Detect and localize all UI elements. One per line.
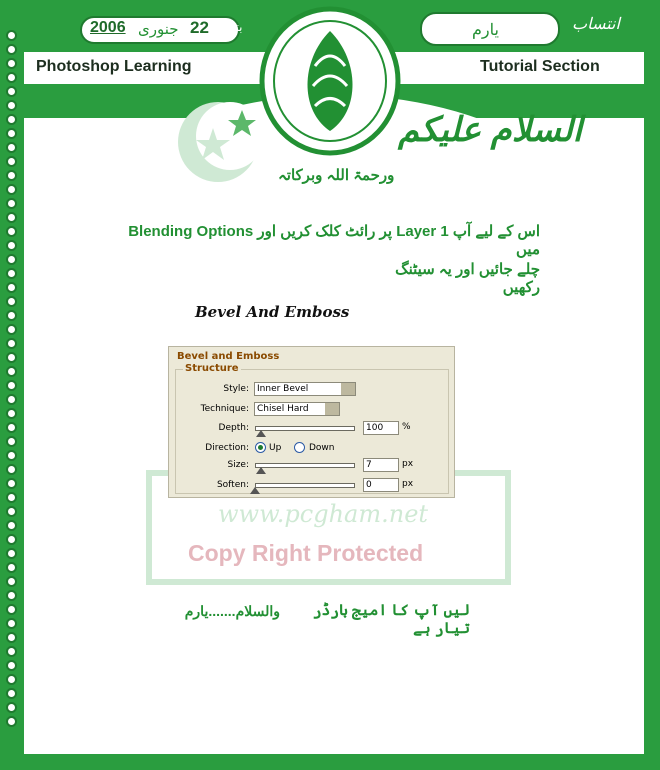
technique-select[interactable]	[254, 402, 340, 416]
chevron-down-icon	[341, 383, 355, 395]
style-select[interactable]	[254, 382, 356, 396]
date-day: 22	[190, 18, 209, 37]
watermark-url: www.pcgham.net	[218, 500, 429, 528]
blessing-text: ورحمۃ اللہ وبرکاتہ	[278, 167, 395, 184]
size-input[interactable]: 7	[363, 458, 399, 472]
soften-unit: px	[402, 479, 414, 489]
direction-down-label: Down	[309, 443, 335, 453]
depth-label: Depth:	[218, 423, 249, 433]
size-slider[interactable]	[255, 463, 355, 468]
technique-label: Technique:	[200, 404, 249, 414]
technique-value: Chisel Hard	[257, 404, 309, 414]
style-label: Style:	[223, 384, 249, 394]
author-label: انتساب	[572, 16, 620, 33]
instruction-line-1: اس کے لیے آپ Layer 1 پر رائٹ کلک کریں اور Blending Options میں	[128, 223, 540, 258]
date-month: جنوری	[138, 21, 179, 38]
size-unit: px	[402, 459, 414, 469]
soften-label: Soften:	[216, 480, 249, 490]
size-label: Size:	[227, 460, 249, 470]
bevel-emboss-dialog	[168, 346, 455, 498]
photoshop-learning-title: Photoshop Learning	[36, 58, 192, 75]
chevron-down-icon	[325, 403, 339, 415]
direction-up-label: Up	[269, 443, 282, 453]
dialog-title: Bevel and Emboss	[177, 351, 280, 362]
structure-label: Structure	[185, 363, 239, 374]
soften-slider-thumb[interactable]	[250, 487, 260, 494]
soften-input[interactable]: 0	[363, 478, 399, 492]
depth-slider-thumb[interactable]	[256, 430, 266, 437]
instruction-line-2: چلے جائیں اور یہ سیٹنگ رکھیں	[395, 261, 540, 296]
direction-up-radio[interactable]	[255, 442, 266, 453]
author-name: یارم	[472, 22, 499, 39]
direction-down-radio[interactable]	[294, 442, 305, 453]
watermark-notice: Copy Right Protected	[188, 540, 424, 566]
footer-signoff: والسلام.......یارم	[184, 603, 280, 619]
depth-input[interactable]: 100	[363, 421, 399, 435]
crescent-star-icon	[168, 96, 268, 184]
direction-label: Direction:	[205, 443, 249, 453]
style-value: Inner Bevel	[257, 384, 309, 394]
soften-slider[interactable]	[255, 483, 355, 488]
date-label: بتاریخ	[215, 20, 243, 34]
footer-ready-text: لیں آپ کا امیج بارڈر تیار ہے	[312, 602, 470, 637]
date-year: 2006	[90, 19, 126, 36]
greeting-calligraphy: السلام علیکم	[398, 111, 583, 149]
tutorial-section-title: Tutorial Section	[480, 58, 600, 75]
section-title: Bevel And Emboss	[195, 303, 350, 321]
size-slider-thumb[interactable]	[256, 467, 266, 474]
bismillah-emblem-icon	[255, 6, 405, 166]
spiral-binding	[6, 30, 20, 765]
depth-slider[interactable]	[255, 426, 355, 431]
depth-unit: %	[402, 422, 411, 432]
